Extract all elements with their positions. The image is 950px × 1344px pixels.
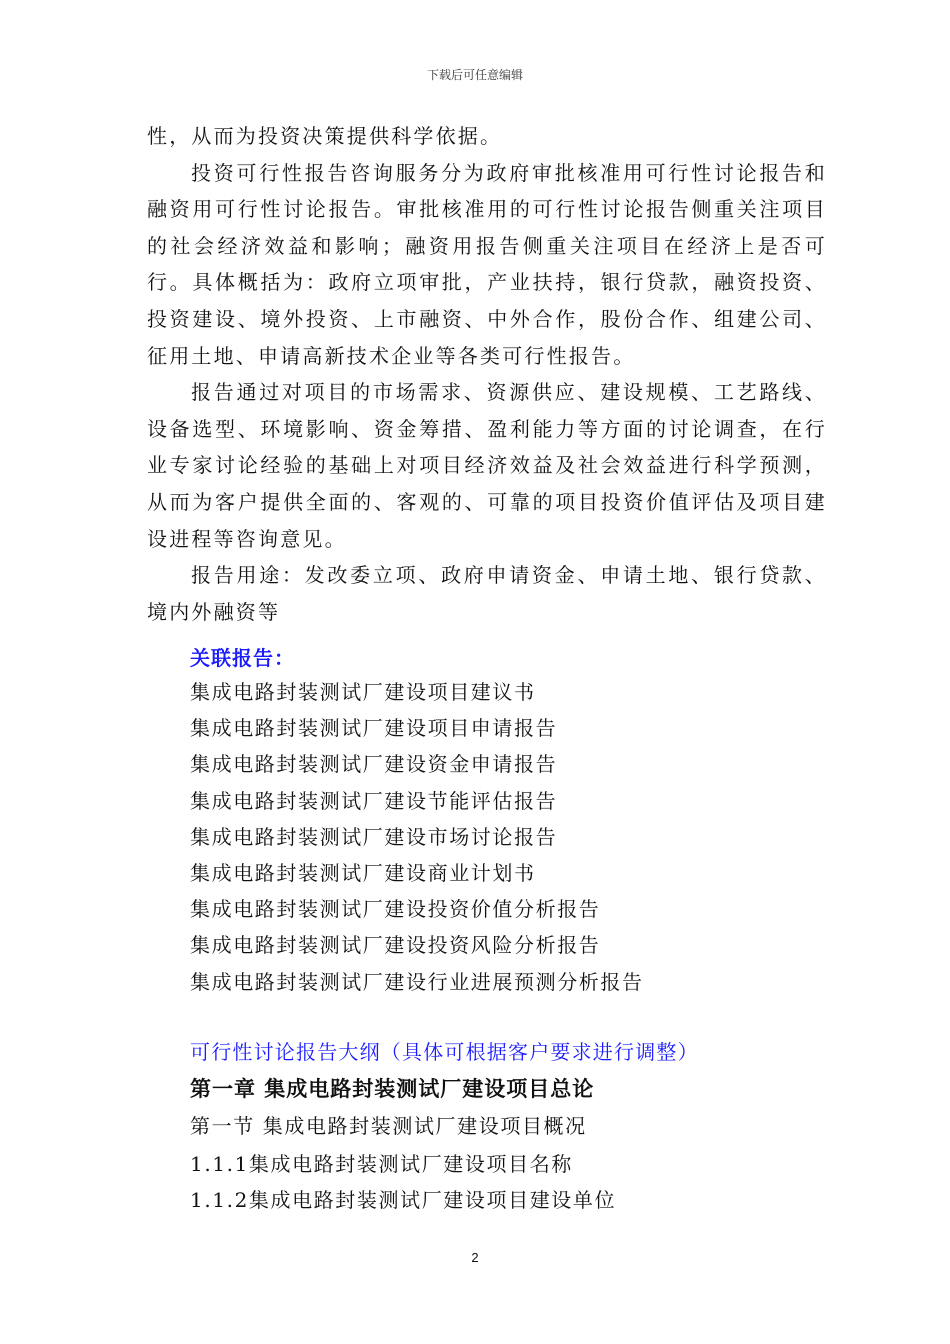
outline-item: 1.1.1集成电路封装测试厂建设项目名称 <box>190 1152 573 1176</box>
paragraph-continuation: 性，从而为投资决策提供科学依据。 <box>147 124 503 148</box>
page-header: 下载后可任意编辑 <box>426 68 523 82</box>
chapter-heading: 第一章 集成电路封装测试厂建设项目总论 <box>190 1077 595 1101</box>
paragraph-report-content: 报告通过对项目的市场需求、资源供应、建设规模、工艺路线、设备选型、环境影响、资金筹措、盈利能力等方面的讨论调查，在行业专家讨论经验的基础上对项目经济效益及社会效益进行科学预测，从而为客户提供全面的、客观的、可靠的项目投资价值评估及项目建设进程等咨询意见。 <box>147 380 827 551</box>
related-report-item: 集成电路封装测试厂建设节能评估报告 <box>190 788 558 813</box>
section-heading: 第一节 集成电路封装测试厂建设项目概况 <box>190 1114 587 1138</box>
page-number: 2 <box>471 1250 479 1265</box>
related-report-item: 集成电路封装测试厂建设行业进展预测分析报告 <box>190 969 644 994</box>
related-reports-list <box>190 674 644 1000</box>
paragraph-report-usage: 报告用途：发改委立项、政府申请资金、申请土地、银行贷款、境内外融资等 <box>147 563 827 624</box>
related-report-item: 集成电路封装测试厂建设商业计划书 <box>190 861 536 886</box>
paragraph-service-types: 投资可行性报告咨询服务分为政府审批核准用可行性讨论报告和融资用可行性讨论报告。审批核准用的可行性讨论报告侧重关注项目的社会经济效益和影响；融资用报告侧重关注项目在经济上是否可行。具体概括为：政府立项审批，产业扶持，银行贷款，融资投资、投资建设、境外投资、上市融资、中外合作，股份合作、组建公司、征用土地、申请高新技术企业等各类可行性报告。 <box>147 160 827 368</box>
outline-item: 1.1.2集成电路封装测试厂建设项目建设单位 <box>190 1188 617 1212</box>
body-text <box>147 118 827 630</box>
outline-heading: 可行性讨论报告大纲（具体可根据客户要求进行调整） <box>190 1040 699 1064</box>
related-report-item: 集成电路封装测试厂建设市场讨论报告 <box>190 824 558 849</box>
related-report-item: 集成电路封装测试厂建设项目建议书 <box>190 680 536 704</box>
related-report-item: 集成电路封装测试厂建设投资风险分析报告 <box>190 933 601 958</box>
related-report-item: 集成电路封装测试厂建设资金申请报告 <box>190 752 558 777</box>
related-report-item: 集成电路封装测试厂建设投资价值分析报告 <box>190 897 601 922</box>
related-report-item: 集成电路封装测试厂建设项目申请报告 <box>190 716 558 741</box>
related-reports-heading: 关联报告： <box>190 646 295 670</box>
